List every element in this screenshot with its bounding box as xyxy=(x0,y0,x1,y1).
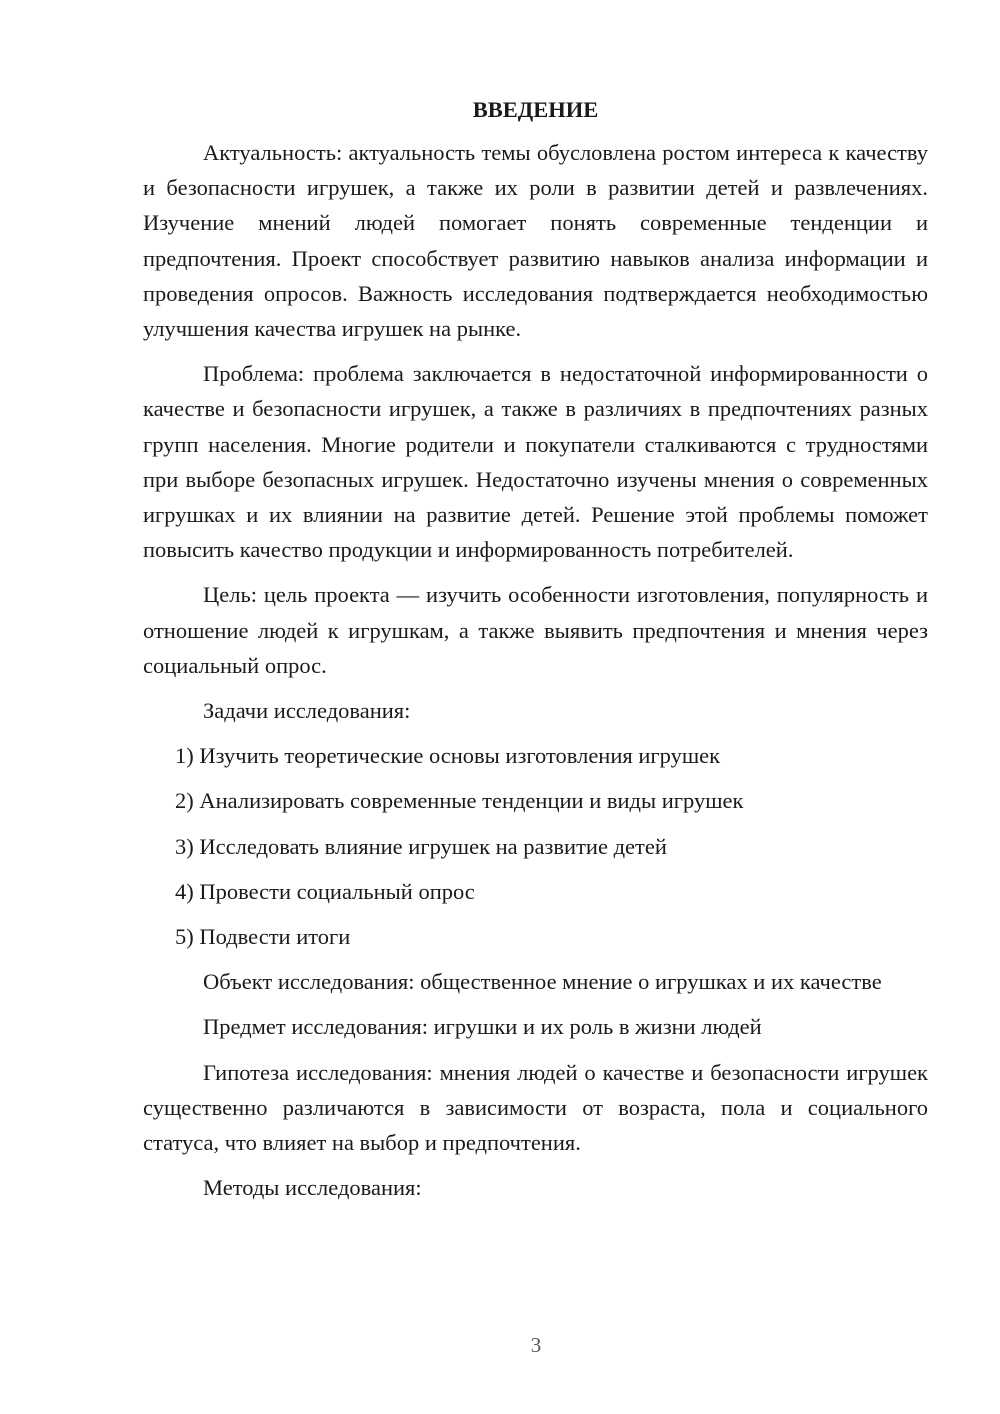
tasks-heading: Задачи исследования: xyxy=(203,698,411,724)
subject-line: Предмет исследования: игрушки и их роль в жизни людей xyxy=(203,1014,762,1040)
relevance-paragraph: Актуальность: актуальность темы обусловлена ростом интереса к качеству и безопасности игрушек, а также их роли в развитии детей и развлечениях. Изучение мнений людей помогает понять современные тенденции и предпочтения. Проект способствует развитию навыков анализа информации и проведения опросов. Важность исследования подтверждается необходимостью улучшения качества игрушек на рынке. xyxy=(143,140,928,342)
object-paragraph: Объект исследования: общественное мнение о игрушках и их качестве xyxy=(203,969,882,995)
task-item-3: 3) Исследовать влияние игрушек на развитие детей xyxy=(175,833,667,859)
task-item-1: 1) Изучить теоретические основы изготовления игрушек xyxy=(175,743,721,769)
task-item-4: 4) Провести социальный опрос xyxy=(175,878,475,904)
problem-paragraph: Проблема: проблема заключается в недостаточной информированности о качестве и безопасности игрушек, а также в различиях в предпочтениях разных групп населения. Многие родители и покупатели сталкиваются с трудностями при выборе безопасных игрушек. Недостаточно изучены мнения о современных игрушках и их влиянии на развитие детей. Решение этой проблемы поможет повысить качество продукции и информированность потребителей. xyxy=(143,361,928,563)
page-number: 3 xyxy=(530,1333,542,1357)
document-page xyxy=(143,95,928,1215)
task-item-2: 2) Анализировать современные тенденции и виды игрушек xyxy=(175,788,744,814)
hypothesis-paragraph: Гипотеза исследования: мнения людей о качестве и безопасности игрушек существенно различаются в зависимости от возраста, пола и социального статуса, что влияет на выбор и предпочтения. xyxy=(143,1059,928,1156)
tasks-list xyxy=(143,738,928,954)
methods-heading: Методы исследования: xyxy=(203,1175,422,1201)
page-title: ВВЕДЕНИЕ xyxy=(472,97,599,122)
goal-paragraph: Цель: цель проекта — изучить особенности изготовления, популярность и отношение людей к игрушкам, а также выявить предпочтения и мнения через социальный опрос. xyxy=(143,582,928,678)
task-item-5: 5) Подвести итоги xyxy=(175,924,351,950)
